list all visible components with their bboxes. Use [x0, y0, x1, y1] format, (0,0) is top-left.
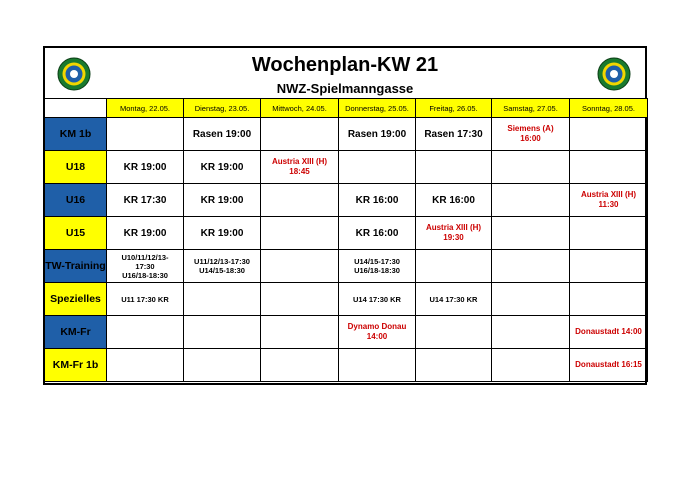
- table-row: [45, 118, 648, 151]
- schedule-cell: [492, 283, 570, 316]
- schedule-cell: [416, 349, 492, 382]
- schedule-cell: U14 17:30 KR: [416, 283, 492, 316]
- day-header-row: [45, 99, 648, 118]
- schedule-cell: [107, 118, 184, 151]
- schedule-cell: [570, 217, 648, 250]
- schedule-cell: Rasen 17:30: [416, 118, 492, 151]
- schedule-cell: [416, 151, 492, 184]
- schedule-cell: KR 19:00: [184, 217, 261, 250]
- schedule-cell: [492, 316, 570, 349]
- schedule-cell: KR 19:00: [107, 151, 184, 184]
- schedule-cell: [184, 283, 261, 316]
- schedule-cell: [261, 283, 339, 316]
- schedule-cell: [107, 316, 184, 349]
- schedule-cell: Siemens (A) 16:00: [492, 118, 570, 151]
- day-header: Donnerstag, 25.05.: [339, 99, 416, 118]
- schedule-cell: [261, 349, 339, 382]
- schedule-cell: Donaustadt 16:15: [570, 349, 648, 382]
- schedule-cell: Austria XIII (H) 18:45: [261, 151, 339, 184]
- table-row: [45, 349, 648, 382]
- team-label: KM-Fr 1b: [45, 349, 107, 382]
- schedule-cell: [261, 217, 339, 250]
- table-row: [45, 151, 648, 184]
- plan-subtitle: NWZ-Spielmanngasse: [276, 81, 414, 96]
- schedule-cell: [339, 349, 416, 382]
- schedule-cell: KR 16:00: [339, 217, 416, 250]
- team-label: TW-Training: [45, 250, 107, 283]
- day-header: Montag, 22.05.: [107, 99, 184, 118]
- schedule-cell: [339, 151, 416, 184]
- schedule-cell: U14/15-17:30 U16/18-18:30: [339, 250, 416, 283]
- header-corner: [45, 99, 107, 118]
- schedule-cell: Rasen 19:00: [184, 118, 261, 151]
- schedule-cell: [492, 349, 570, 382]
- schedule-cell: Austria XIII (H) 19:30: [416, 217, 492, 250]
- schedule-cell: [570, 118, 648, 151]
- table-row: [45, 184, 648, 217]
- schedule-cell: KR 16:00: [339, 184, 416, 217]
- schedule-cell: KR 19:00: [107, 217, 184, 250]
- team-label: Spezielles: [45, 283, 107, 316]
- schedule-cell: Austria XIII (H) 11:30: [570, 184, 648, 217]
- day-header: Samstag, 27.05.: [492, 99, 570, 118]
- schedule-cell: U11 17:30 KR: [107, 283, 184, 316]
- schedule-cell: [107, 349, 184, 382]
- schedule-cell: Rasen 19:00: [339, 118, 416, 151]
- day-header: Dienstag, 23.05.: [184, 99, 261, 118]
- schedule-cell: [570, 250, 648, 283]
- day-header: Freitag, 26.05.: [416, 99, 492, 118]
- schedule-cell: [261, 250, 339, 283]
- plan-title: Wochenplan-KW 21: [251, 54, 439, 76]
- day-header: Sonntag, 28.05.: [570, 99, 648, 118]
- table-row: [45, 217, 648, 250]
- team-label: KM 1b: [45, 118, 107, 151]
- schedule-cell: Donaustadt 14:00: [570, 316, 648, 349]
- day-header: Mittwoch, 24.05.: [261, 99, 339, 118]
- schedule-cell: U10/11/12/13- 17:30 U16/18-18:30: [107, 250, 184, 283]
- schedule-cell: KR 17:30: [107, 184, 184, 217]
- table-row: [45, 250, 648, 283]
- schedule-cell: [570, 151, 648, 184]
- schedule-cell: [492, 250, 570, 283]
- schedule-cell: KR 19:00: [184, 184, 261, 217]
- schedule-cell: [184, 349, 261, 382]
- schedule-cell: [416, 250, 492, 283]
- schedule-table: [44, 98, 648, 382]
- schedule-cell: [184, 316, 261, 349]
- schedule-cell: [492, 184, 570, 217]
- schedule-cell: Dynamo Donau 14:00: [339, 316, 416, 349]
- table-row: [45, 283, 648, 316]
- team-label: U15: [45, 217, 107, 250]
- schedule-cell: [570, 283, 648, 316]
- schedule-cell: U11/12/13-17:30 U14/15-18:30: [184, 250, 261, 283]
- schedule-cell: [261, 184, 339, 217]
- schedule-cell: [492, 217, 570, 250]
- schedule-cell: [261, 118, 339, 151]
- team-label: U18: [45, 151, 107, 184]
- schedule-cell: KR 16:00: [416, 184, 492, 217]
- team-label: KM-Fr: [45, 316, 107, 349]
- schedule-cell: [261, 316, 339, 349]
- weekly-plan-sheet: [43, 46, 647, 385]
- schedule-cell: [416, 316, 492, 349]
- table-row: [45, 316, 648, 349]
- schedule-cell: [492, 151, 570, 184]
- schedule-cell: KR 19:00: [184, 151, 261, 184]
- schedule-cell: U14 17:30 KR: [339, 283, 416, 316]
- team-label: U16: [45, 184, 107, 217]
